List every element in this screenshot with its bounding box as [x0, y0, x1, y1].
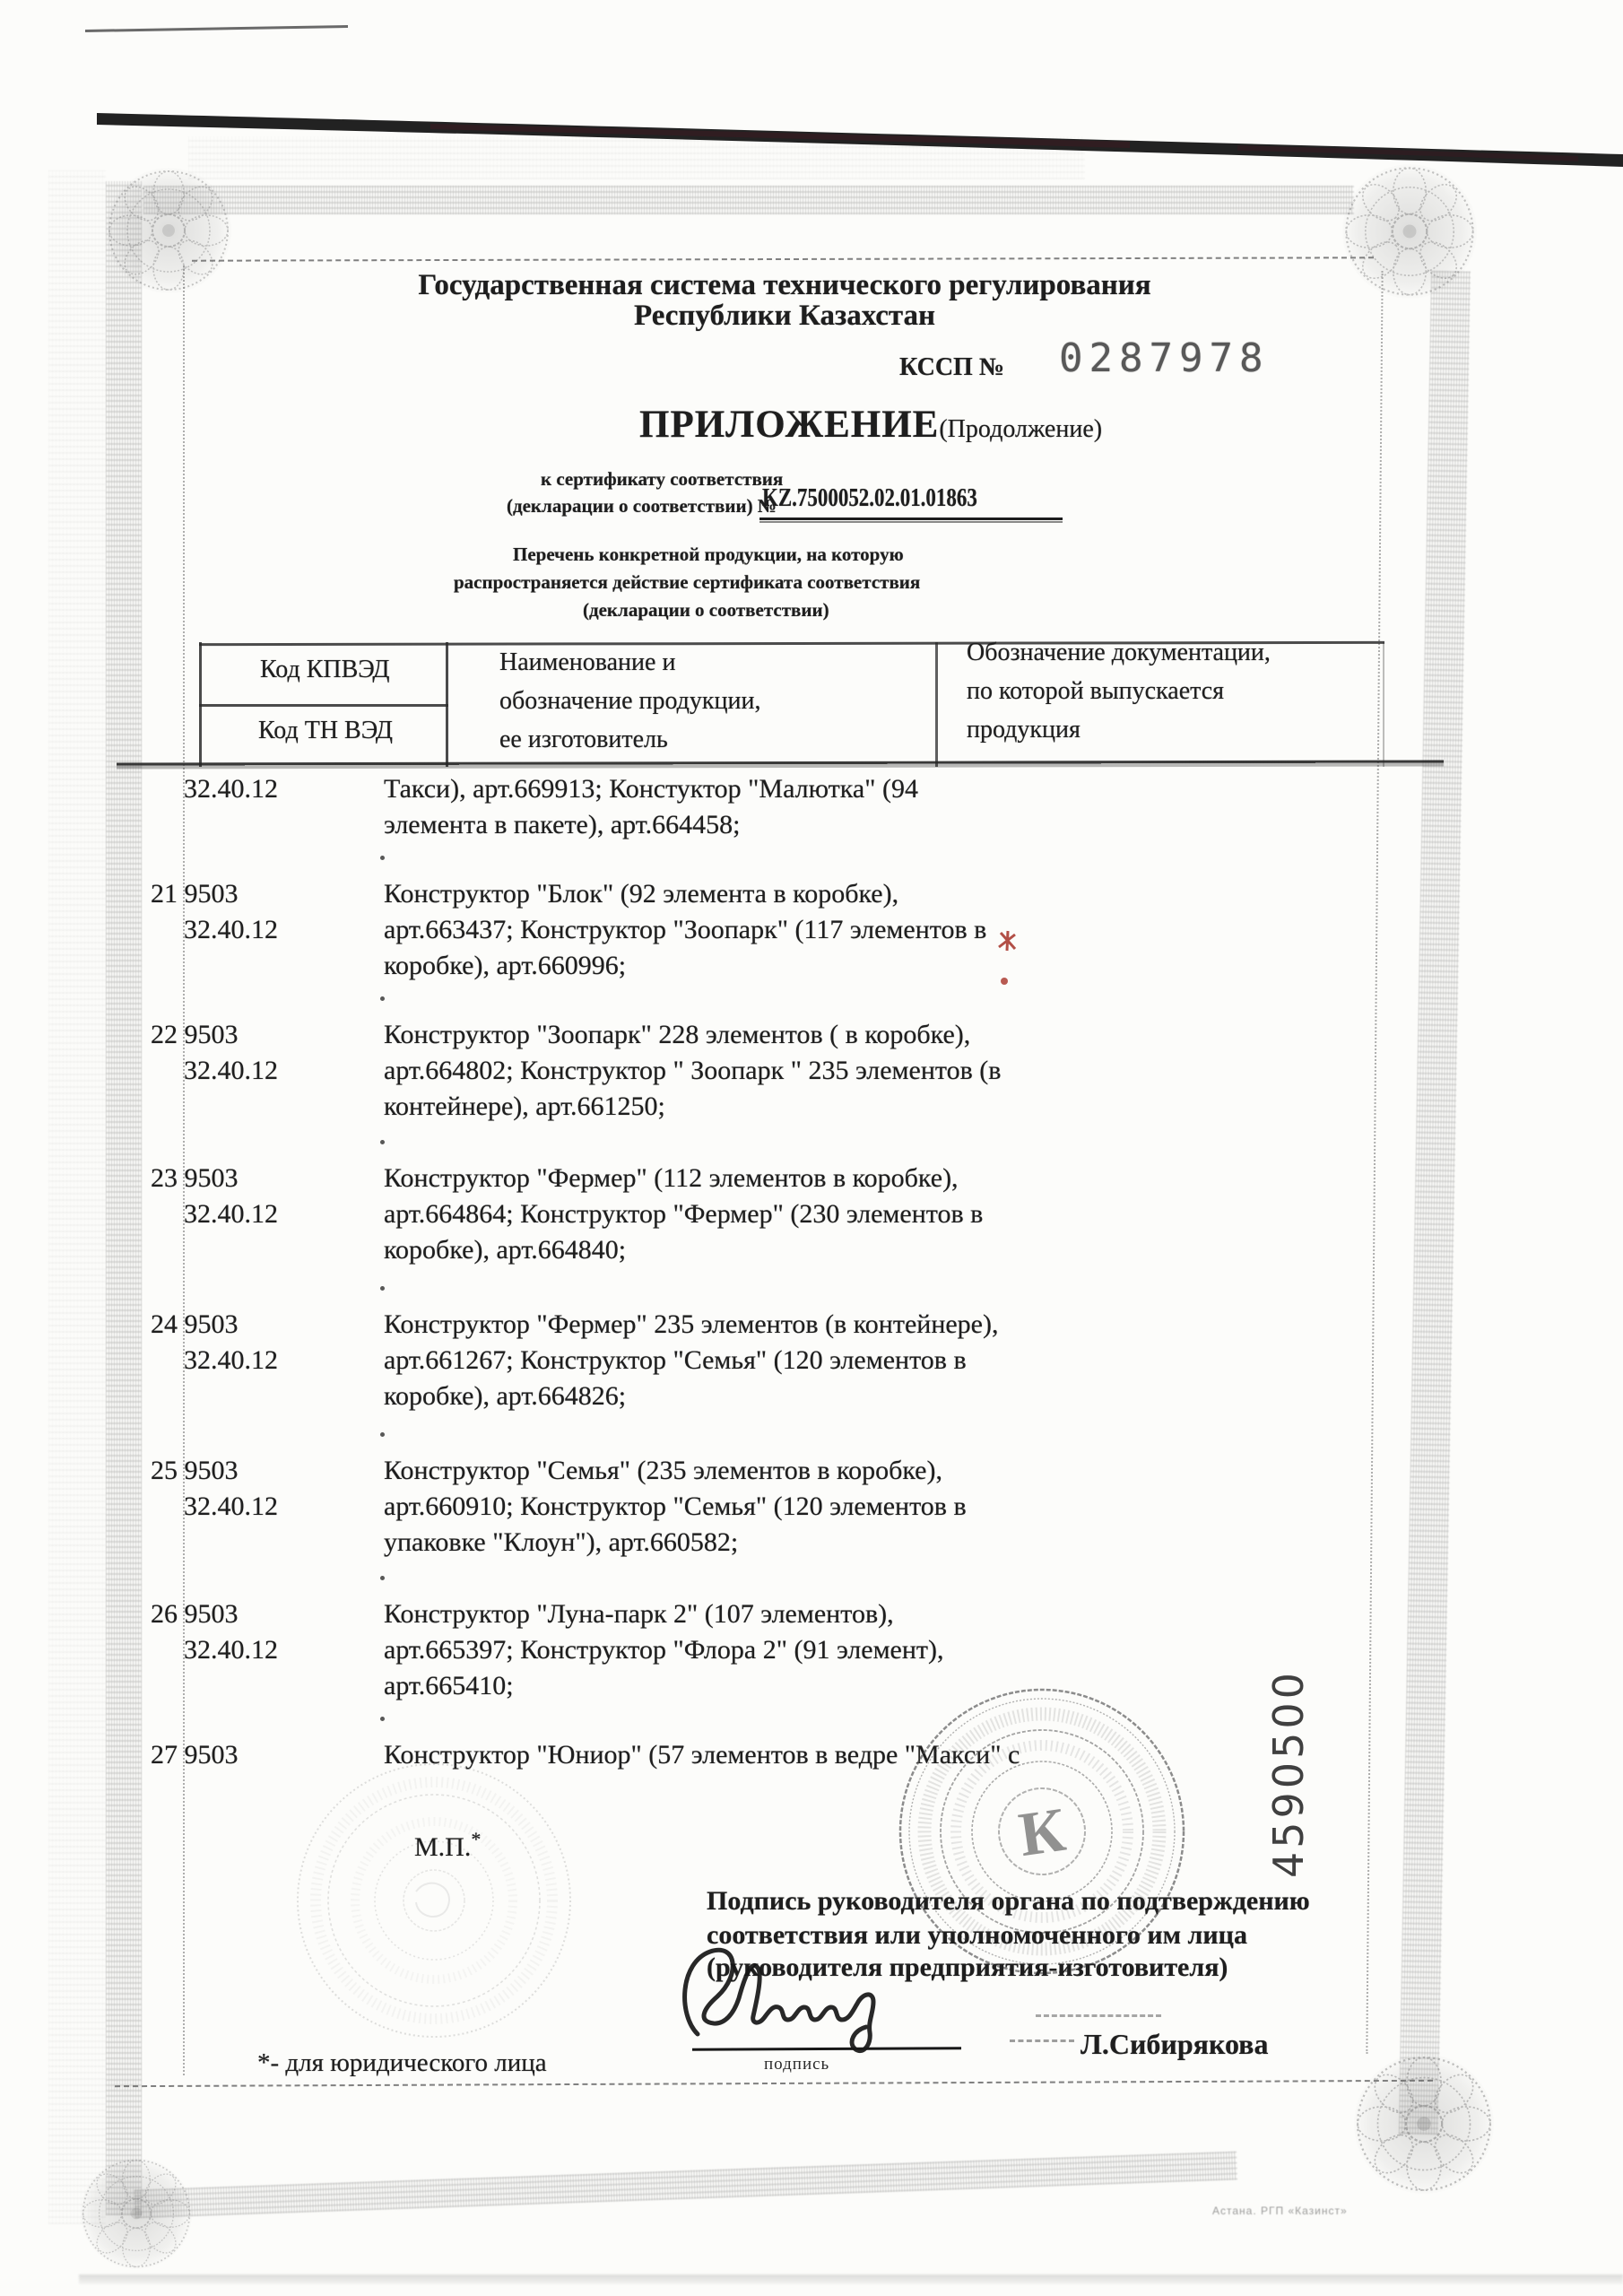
product-row-line: Конструктор "Фермер" (112 элементов в коробке),	[384, 1163, 959, 1193]
cert-caption-line1: к сертификату соответствия	[541, 468, 784, 490]
product-row-line: Конструктор "Блок" (92 элемента в коробке),	[384, 879, 899, 909]
kccp-number: 0287978	[1059, 335, 1270, 381]
product-row-code: 23 9503	[151, 1163, 239, 1193]
product-row-line: коробке), арт.664840;	[384, 1235, 627, 1265]
stray-period-mark	[380, 1140, 385, 1144]
signature-caption-line2: соответствия или уполномоченного им лица	[707, 1920, 1247, 1950]
appendix-title: ПРИЛОЖЕНИЕ	[639, 404, 940, 446]
product-row-code: 27 9503	[151, 1740, 239, 1770]
stray-period-mark	[380, 1432, 385, 1437]
signer-name: Л.Сибирякова	[1081, 2028, 1269, 2060]
legal-entity-note: *- для юридического лица	[257, 2048, 547, 2077]
form-serial-number: 4590500	[1264, 1669, 1313, 1878]
handwritten-signature	[671, 1928, 967, 2063]
stray-period-mark	[380, 1576, 385, 1580]
product-row-line: Конструктор "Юниор" (57 элементов в ведре "Макси" с	[384, 1740, 1020, 1770]
product-row-line: упаковке "Клоун"), арт.660582;	[384, 1527, 739, 1557]
header-line1: Государственная система технического регулирования	[418, 269, 1151, 301]
certificate-number: KZ.7500052.02.01.01863	[762, 484, 977, 512]
purpose-line3: (декларации о соответствии)	[583, 599, 829, 621]
column-header-doc-line2: по которой выпускается	[967, 677, 1225, 705]
cert-caption-line2: (декларации о соответствии) №	[507, 495, 777, 517]
product-row-line: Конструктор "Фермер" 235 элементов (в контейнере),	[384, 1309, 999, 1339]
product-row-code: 32.40.12	[184, 774, 278, 804]
stray-period-mark	[380, 996, 385, 1001]
product-row-line: арт.661267; Конструктор "Семья" (120 элементов в	[384, 1345, 967, 1375]
product-row-code: 32.40.12	[184, 1199, 278, 1229]
purpose-line2: распространяется действие сертификата соответствия	[454, 571, 921, 593]
column-header-name-line1: Наименование и	[499, 648, 676, 676]
stray-period-mark	[380, 1717, 385, 1721]
product-row-line: коробке), арт.664826;	[384, 1381, 627, 1411]
column-header-kpved: Код КПВЭД	[260, 656, 390, 683]
stray-period-mark	[380, 1286, 385, 1291]
stamp-place-asterisk: *	[471, 1828, 482, 1850]
product-row-line: арт.664802; Конструктор " Зоопарк " 235 элементов (в	[384, 1056, 1002, 1085]
round-stamp-left	[291, 1760, 579, 2043]
product-row-line: Конструктор "Семья" (235 элементов в коробке),	[384, 1456, 942, 1485]
print-shop-fine-print: Астана. РГП «Казинст»	[1212, 2205, 1348, 2217]
product-row-line: арт.660910; Конструктор "Семья" (120 элементов в	[384, 1492, 967, 1521]
stamp-place-note	[414, 1828, 481, 1863]
product-row-line: арт.665410;	[384, 1671, 514, 1700]
product-row-code: 32.40.12	[184, 1492, 278, 1521]
header-line2: Республики Казахстан	[633, 300, 936, 332]
product-row-code: 32.40.12	[184, 915, 278, 944]
stamp-place-label: М.П.	[414, 1832, 472, 1862]
column-header-doc-line1: Обозначение документации,	[967, 639, 1271, 666]
product-row-line: Конструктор "Зоопарк" 228 элементов ( в коробке),	[384, 1020, 971, 1049]
product-row-line: арт.665397; Конструктор "Флора 2" (91 элемент),	[384, 1635, 944, 1665]
product-row-line: контейнере), арт.661250;	[384, 1091, 665, 1121]
red-pen-mark	[994, 929, 1024, 992]
stray-period-mark	[380, 856, 385, 860]
column-header-doc-line3: продукция	[967, 716, 1081, 744]
product-row-code: 22 9503	[151, 1020, 239, 1049]
product-row-code: 32.40.12	[184, 1635, 278, 1665]
kccp-label: КССП №	[899, 353, 1004, 381]
name-dashes-pre	[1010, 2039, 1074, 2042]
column-header-name-line3: ее изготовитель	[499, 726, 668, 753]
product-row-code: 24 9503	[151, 1309, 239, 1339]
column-header-tnved: Код ТН ВЭД	[258, 717, 393, 744]
product-row-line: Такси), арт.669913; Констуктор "Малютка" (94	[384, 774, 918, 804]
signature-field-label: подпись	[764, 2055, 830, 2074]
product-row-code: 25 9503	[151, 1456, 239, 1485]
name-dashes-top	[1036, 2014, 1161, 2017]
product-row-code: 32.40.12	[184, 1056, 278, 1085]
product-row-code: 32.40.12	[184, 1345, 278, 1375]
product-row-line: коробке), арт.660996;	[384, 951, 627, 980]
stamp-center-letter: К	[1014, 1795, 1070, 1871]
product-row-code: 21 9503	[151, 879, 239, 909]
purpose-line1: Перечень конкретной продукции, на которую	[513, 544, 904, 565]
product-row-line: Конструктор "Луна-парк 2" (107 элементов),	[384, 1599, 894, 1629]
signature-caption-line3: (руководителя предприятия-изготовителя)	[707, 1952, 1228, 1982]
product-row-line: элемента в пакете), арт.664458;	[384, 810, 741, 839]
signature-caption-line1: Подпись руководителя органа по подтверждению	[707, 1886, 1310, 1916]
product-row-code: 26 9503	[151, 1599, 239, 1629]
column-header-name-line2: обозначение продукции,	[499, 687, 761, 715]
red-pen-dot	[1001, 978, 1008, 985]
product-row-line: арт.664864; Конструктор "Фермер" (230 элементов в	[384, 1199, 984, 1229]
product-row-line: арт.663437; Конструктор "Зоопарк" (117 элементов в	[384, 915, 987, 944]
appendix-title-note: (Продолжение)	[939, 415, 1103, 443]
